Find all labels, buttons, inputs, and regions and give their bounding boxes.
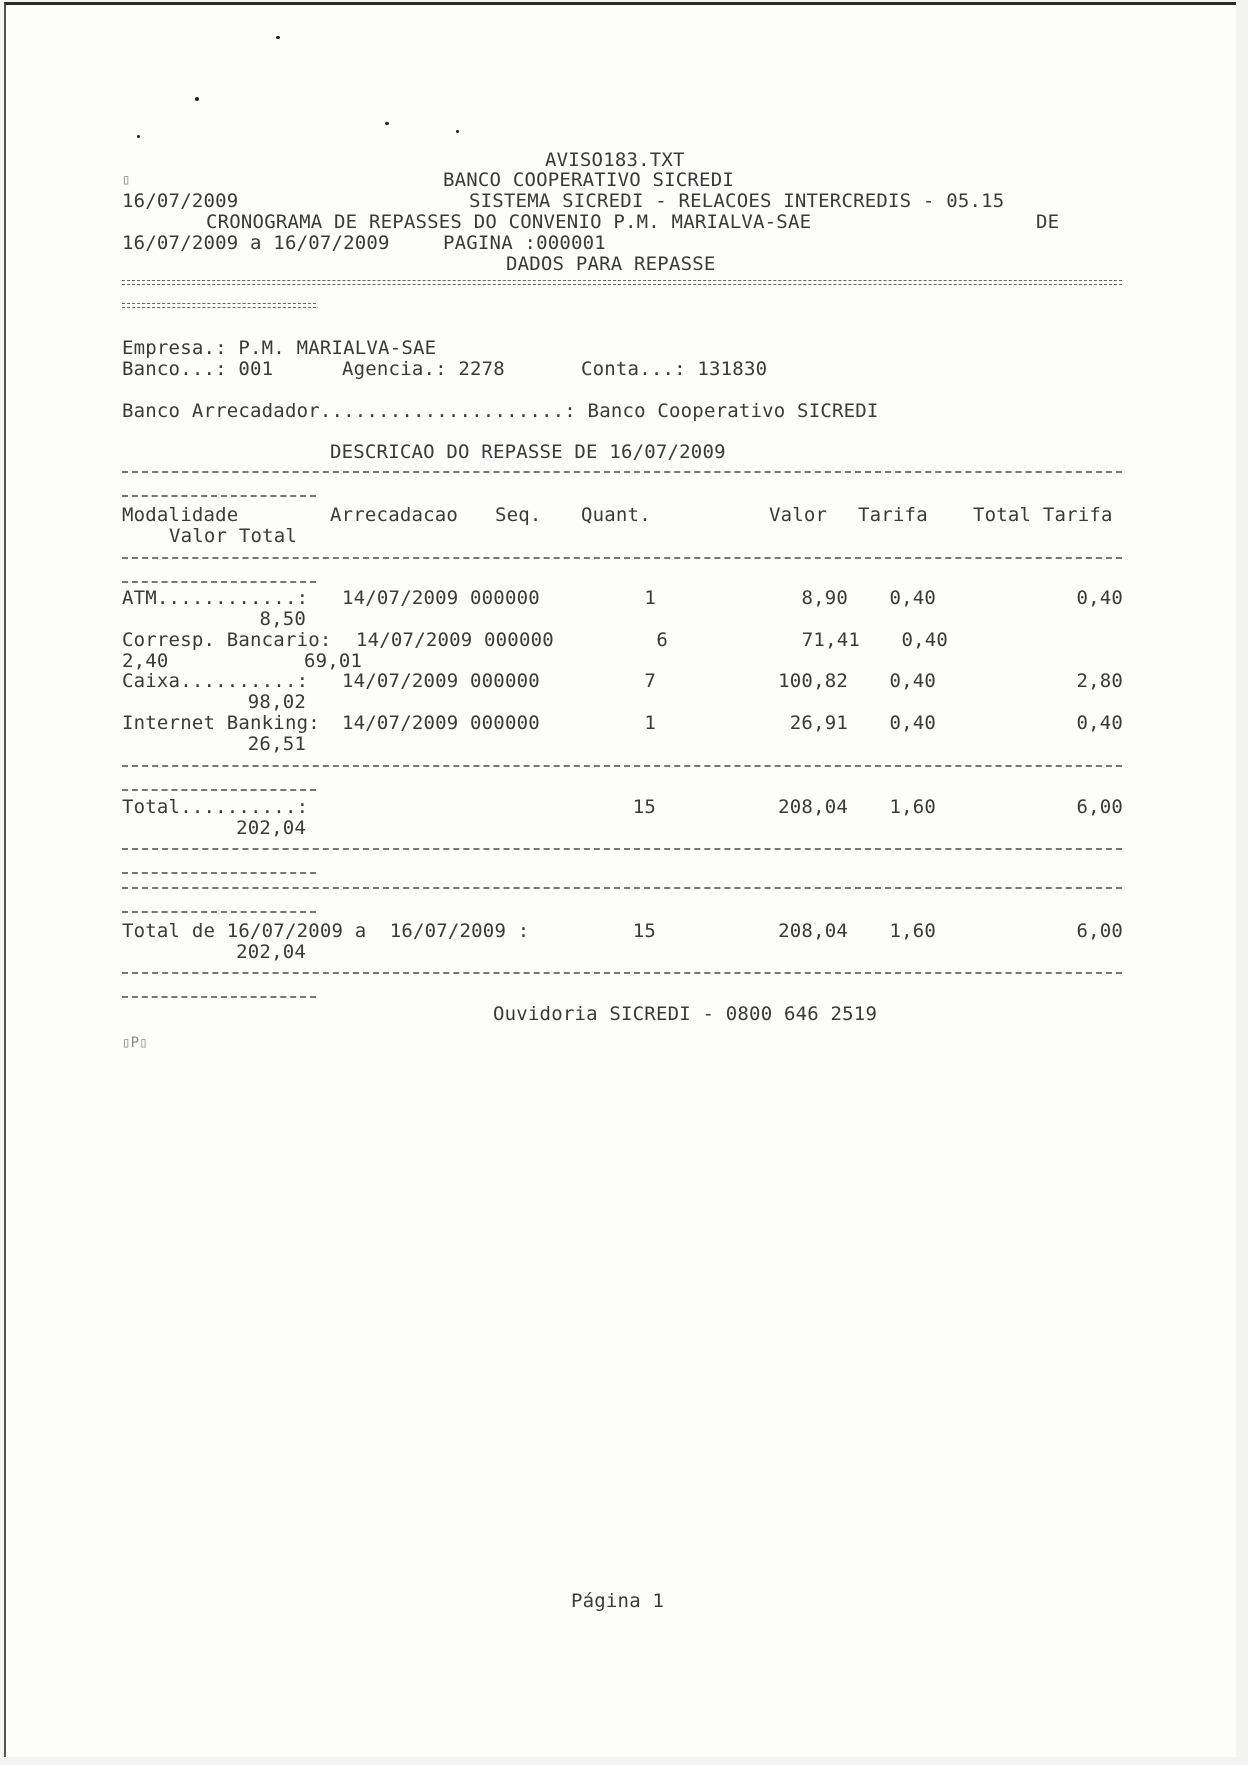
row-total-tarifa: 0,40 [1076,712,1123,734]
row-arrecadacao: 14/07/2009 000000 [342,712,540,734]
row-arrecadacao: 14/07/2009 000000 [342,587,540,609]
row-total-tarifa: 2,80 [1076,670,1123,692]
period-total-valor: 208,04 [778,920,848,942]
ouvidoria-line: Ouvidoria SICREDI - 0800 646 2519 [493,1003,878,1025]
row-modalidade: ATM............: [122,587,309,609]
double-rule-cont [122,303,316,308]
header-total-tarifa: Total Tarifa [973,504,1113,526]
header-valor-total: Valor Total [169,525,298,547]
row-valor-total: 98,02 [247,691,306,713]
control-mark-bottom: ▯P▯ [122,1035,148,1051]
row-tarifa: 0,40 [889,712,936,734]
header-quant: Quant. [581,504,651,526]
dashed-rule [122,471,1122,473]
total-tarifa: 1,60 [889,796,936,818]
row-total-tarifa: 0,40 [1076,587,1123,609]
dashed-rule [122,848,1122,850]
dashed-rule-cont [122,581,316,583]
dashed-rule-cont [122,495,316,497]
row-quant: 7 [644,670,656,692]
report-date: 16/07/2009 [122,190,239,212]
row-quant: 6 [656,629,668,651]
page-footer: Página 1 [571,1590,665,1612]
section-title: DADOS PARA REPASSE [506,253,716,275]
period-total-total-tarifa: 6,00 [1076,920,1123,942]
header-tarifa: Tarifa [858,504,928,526]
row-modalidade: Caixa..........: [122,670,309,692]
double-rule [122,280,1122,285]
bank-name: BANCO COOPERATIVO SICREDI [443,169,734,191]
dashed-rule-cont [122,872,316,874]
filename: AVISO183.TXT [545,149,685,171]
row-quant: 1 [644,712,656,734]
row-tarifa: 0,40 [889,670,936,692]
report-title-de: DE [1036,211,1060,233]
dashed-rule-cont [122,911,316,913]
dashed-rule-cont [122,996,316,998]
total-valor: 208,04 [778,796,848,818]
total-valor-total: 202,04 [236,817,306,839]
arrecadador-line: Banco Arrecadador.....................: Banco Cooperativo SICREDI [122,400,879,422]
row-valor: 8,90 [801,587,848,609]
header-arrecadacao: Arrecadacao [330,504,459,526]
page-number: PAGINA :000001 [443,232,606,254]
scan-speck [195,97,199,101]
header-modalidade: Modalidade [122,504,239,526]
row-valor: 100,82 [778,670,848,692]
row-modalidade: Internet Banking: [122,712,320,734]
row-valor-total: 26,51 [247,733,306,755]
scan-speck [385,122,389,125]
period-total-tarifa: 1,60 [889,920,936,942]
conta-line: Conta...: 131830 [581,358,768,380]
scan-speck [276,36,280,39]
total-total-tarifa: 6,00 [1076,796,1123,818]
scan-speck [137,135,140,138]
dashed-rule-cont [122,789,316,791]
control-mark-top: ▯ [122,172,131,188]
scan-speck [456,130,459,133]
report-period: 16/07/2009 a 16/07/2009 [122,232,390,254]
period-total-label: Total de 16/07/2009 a 16/07/2009 : [122,920,530,942]
total-label: Total..........: [122,796,309,818]
period-total-valor-total: 202,04 [236,941,306,963]
row-quant: 1 [644,587,656,609]
dashed-rule [122,557,1122,559]
row-total-tarifa: 2,40 [122,650,169,672]
system-name: SISTEMA SICREDI - RELACOES INTERCREDIS - 05.15 [469,190,1005,212]
row-tarifa: 0,40 [889,587,936,609]
banco-line: Banco...: 001 [122,358,274,380]
row-arrecadacao: 14/07/2009 000000 [342,670,540,692]
header-valor: Valor [769,504,828,526]
period-total-quant: 15 [632,920,656,942]
header-seq: Seq. [495,504,542,526]
dashed-rule [122,765,1122,767]
report-title: CRONOGRAMA DE REPASSES DO CONVENIO P.M. MARIALVA-SAE [206,211,812,233]
dashed-rule [122,887,1122,889]
agencia-line: Agencia.: 2278 [342,358,505,380]
row-arrecadacao: 14/07/2009 000000 [356,629,554,651]
document-page [4,2,1236,1757]
dashed-rule [122,972,1122,974]
row-valor-total: 69,01 [304,650,363,672]
row-valor-total: 8,50 [259,608,306,630]
row-valor: 71,41 [801,629,860,651]
row-modalidade: Corresp. Bancario: [122,629,332,651]
empresa-line: Empresa.: P.M. MARIALVA-SAE [122,337,437,359]
description-title: DESCRICAO DO REPASSE DE 16/07/2009 [330,441,726,463]
row-valor: 26,91 [789,712,848,734]
row-tarifa: 0,40 [901,629,948,651]
total-quant: 15 [632,796,656,818]
